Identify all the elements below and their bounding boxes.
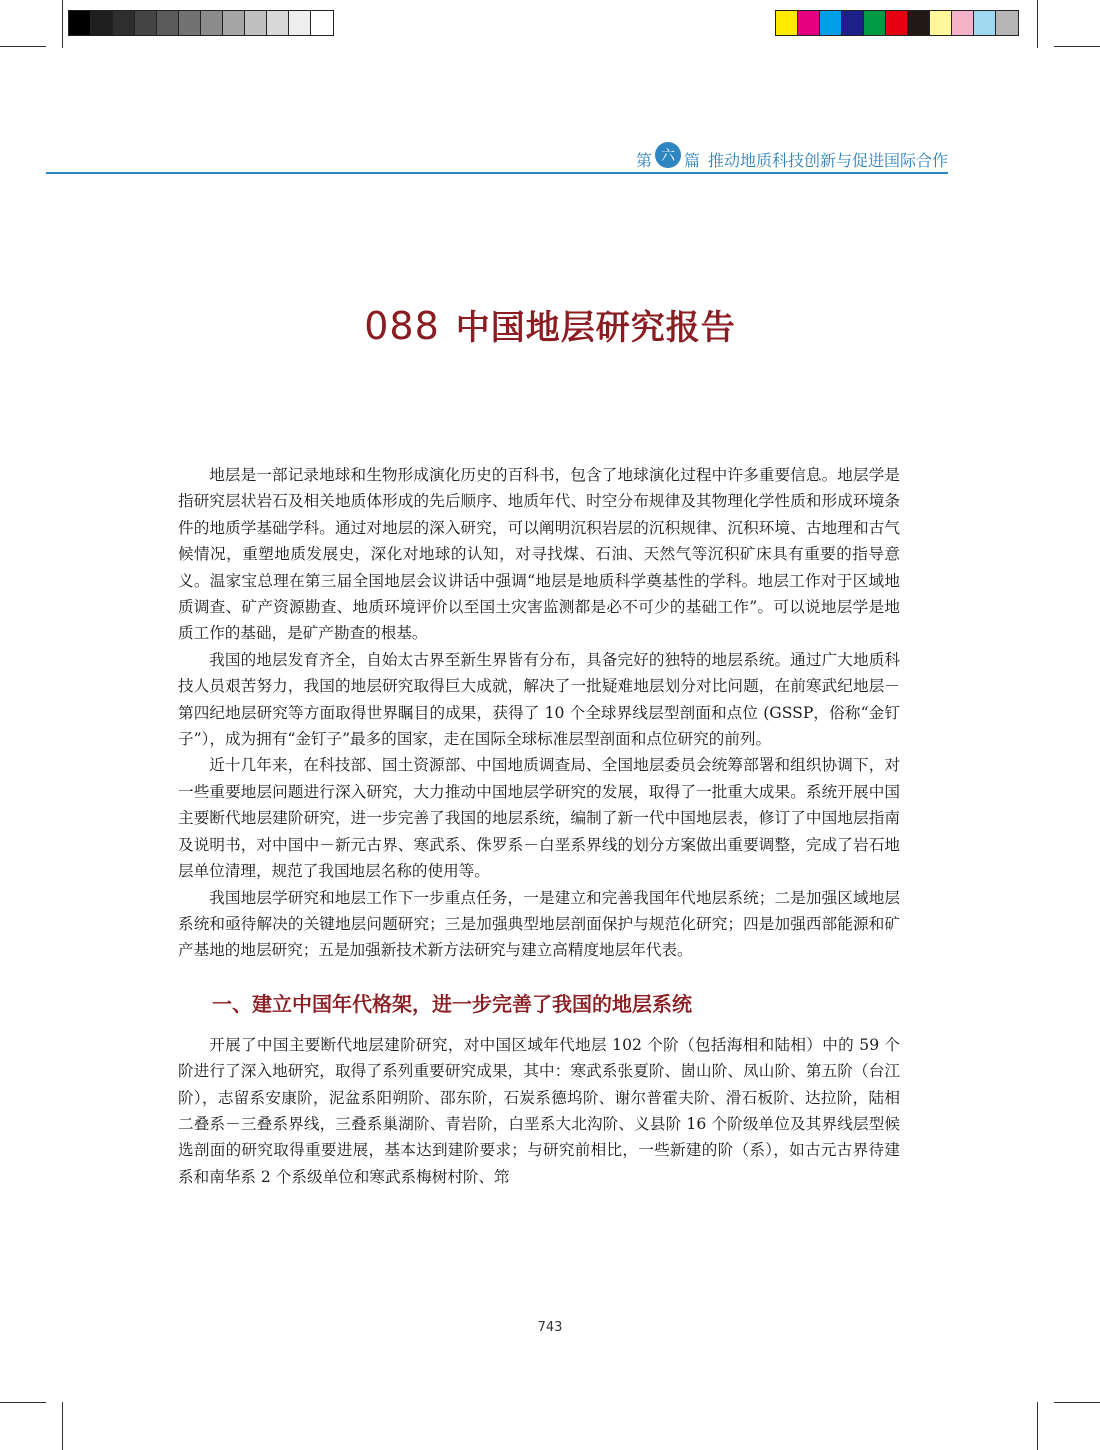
running-header xyxy=(46,147,948,173)
page-title xyxy=(0,300,1100,349)
header-rule xyxy=(46,172,948,174)
paragraph: 地层是一部记录地球和生物形成演化历史的百科书，包含了地球演化过程中许多重要信息。地层学是指研究层状岩石及相关地质体形成的先后顺序、地质年代、时空分布规律及其物理化学性质和形成环境条件的地质学基础学科。通过对地层的深入研究，可以阐明沉积岩层的沉积规律、沉积环境、古地理和古气候情况，重塑地质发展史，深化对地球的认知，对寻找煤、石油、天然气等沉积矿床具有重要的指导意义。温家宝总理在第三届全国地层会议讲话中强调“地层是地质科学奠基性的学科。地层工作对于区域地质调查、矿产资源勘查、地质环境评价以至国土灾害监测都是必不可少的基础工作”。可以说地层学是地质工作的基础，是矿产勘查的根基。 xyxy=(178,466,900,643)
chapter-number-badge: 六 xyxy=(655,142,681,168)
crop-mark-bl-h xyxy=(0,1402,46,1403)
gray-swatch xyxy=(289,11,311,35)
page-number: 743 xyxy=(537,1320,563,1335)
color-swatch xyxy=(776,11,798,35)
color-swatch xyxy=(886,11,908,35)
gray-swatch xyxy=(113,11,135,35)
gray-swatch xyxy=(135,11,157,35)
crop-mark-br-v xyxy=(1037,1402,1038,1450)
chapter-label xyxy=(636,147,948,171)
color-swatch xyxy=(798,11,820,35)
paragraph: 我国的地层发育齐全，自始太古界至新生界皆有分布，具备完好的独特的地层系统。通过广大地质科技人员艰苦努力，我国的地层研究取得巨大成就，解决了一批疑难地层划分对比问题，在前寒武纪地层－第四纪地层研究等方面取得世界瞩目的成果，获得了 10 个全球界线层型剖面和点位 (GSSP，俗称“金钉子”），成为拥有“金钉子”最多的国家，走在国际全球标准层型剖面和点位研究的前列。 xyxy=(178,650,900,749)
body-text xyxy=(178,462,900,1190)
gray-swatch xyxy=(245,11,267,35)
gray-swatch xyxy=(311,11,333,35)
crop-mark-bl-v xyxy=(62,1402,63,1450)
paragraph: 我国地层学研究和地层工作下一步重点任务，一是建立和完善我国年代地层系统；二是加强区域地层系统和亟待解决的关键地层问题研究；三是加强典型地层剖面保护与规范化研究；四是加强西部能源和矿产基地的地层研究；五是加强新技术新方法研究与建立高精度地层年代表。 xyxy=(178,888,900,960)
color-swatch xyxy=(996,11,1018,35)
chapter-suffix: 篇 xyxy=(683,150,700,170)
crop-mark-tl-h xyxy=(0,46,46,47)
report-number: 088 xyxy=(364,304,440,348)
crop-mark-tl-v xyxy=(62,0,63,48)
color-swatch xyxy=(842,11,864,35)
color-swatch xyxy=(820,11,842,35)
gray-swatch xyxy=(179,11,201,35)
gray-swatch xyxy=(223,11,245,35)
color-calibration-bar xyxy=(775,10,1019,36)
color-swatch xyxy=(908,11,930,35)
paragraph: 近十几年来，在科技部、国土资源部、中国地质调查局、全国地层委员会统筹部署和组织协调下，对一些重要地层问题进行深入研究，大力推动中国地层学研究的发展，取得了一批重大成果。系统开展中国主要断代地层建阶研究，进一步完善了我国的地层系统，编制了新一代中国地层表，修订了中国地层指南及说明书，对中国中－新元古界、寒武系、侏罗系－白垩系界线的划分方案做出重要调整，完成了岩石地层单位清理，规范了我国地层名称的使用等。 xyxy=(178,756,900,881)
gray-swatch xyxy=(157,11,179,35)
grayscale-calibration-bar xyxy=(68,10,334,36)
report-title: 中国地层研究报告 xyxy=(455,308,736,348)
crop-mark-tr-h xyxy=(1054,46,1100,47)
gray-swatch xyxy=(91,11,113,35)
gray-swatch xyxy=(201,11,223,35)
color-swatch xyxy=(930,11,952,35)
crop-mark-tr-v xyxy=(1037,0,1038,48)
color-swatch xyxy=(974,11,996,35)
gray-swatch xyxy=(267,11,289,35)
color-swatch xyxy=(952,11,974,35)
color-swatch xyxy=(864,11,886,35)
section-heading: 一、建立中国年代格架，进一步完善了我国的地层系统 xyxy=(212,991,692,1016)
crop-mark-br-h xyxy=(1054,1402,1100,1403)
paragraph: 开展了中国主要断代地层建阶研究，对中国区域年代地层 102 个阶（包括海相和陆相）中的 59 个阶进行了深入地研究，取得了系列重要研究成果，其中：寒武系张夏阶、崮山阶、凤山阶、第五阶（台江阶），志留系安康阶，泥盆系阳朔阶、邵东阶，石炭系德坞阶、谢尔普霍夫阶、滑石板阶、达拉阶，陆相二叠系－三叠系界线，三叠系巢湖阶、青岩阶，白垩系大北沟阶、义县阶 16 个阶级单位及其界线层型候选剖面的研究取得重要进展，基本达到建阶要求；与研究前相比，一些新建的阶（系），如古元古界待建系和南华系 2 个系级单位和寒武系梅树村阶、筇 xyxy=(178,1035,900,1186)
gray-swatch xyxy=(69,11,91,35)
chapter-prefix: 第 xyxy=(635,150,652,170)
chapter-title: 推动地质科技创新与促进国际合作 xyxy=(707,150,948,170)
